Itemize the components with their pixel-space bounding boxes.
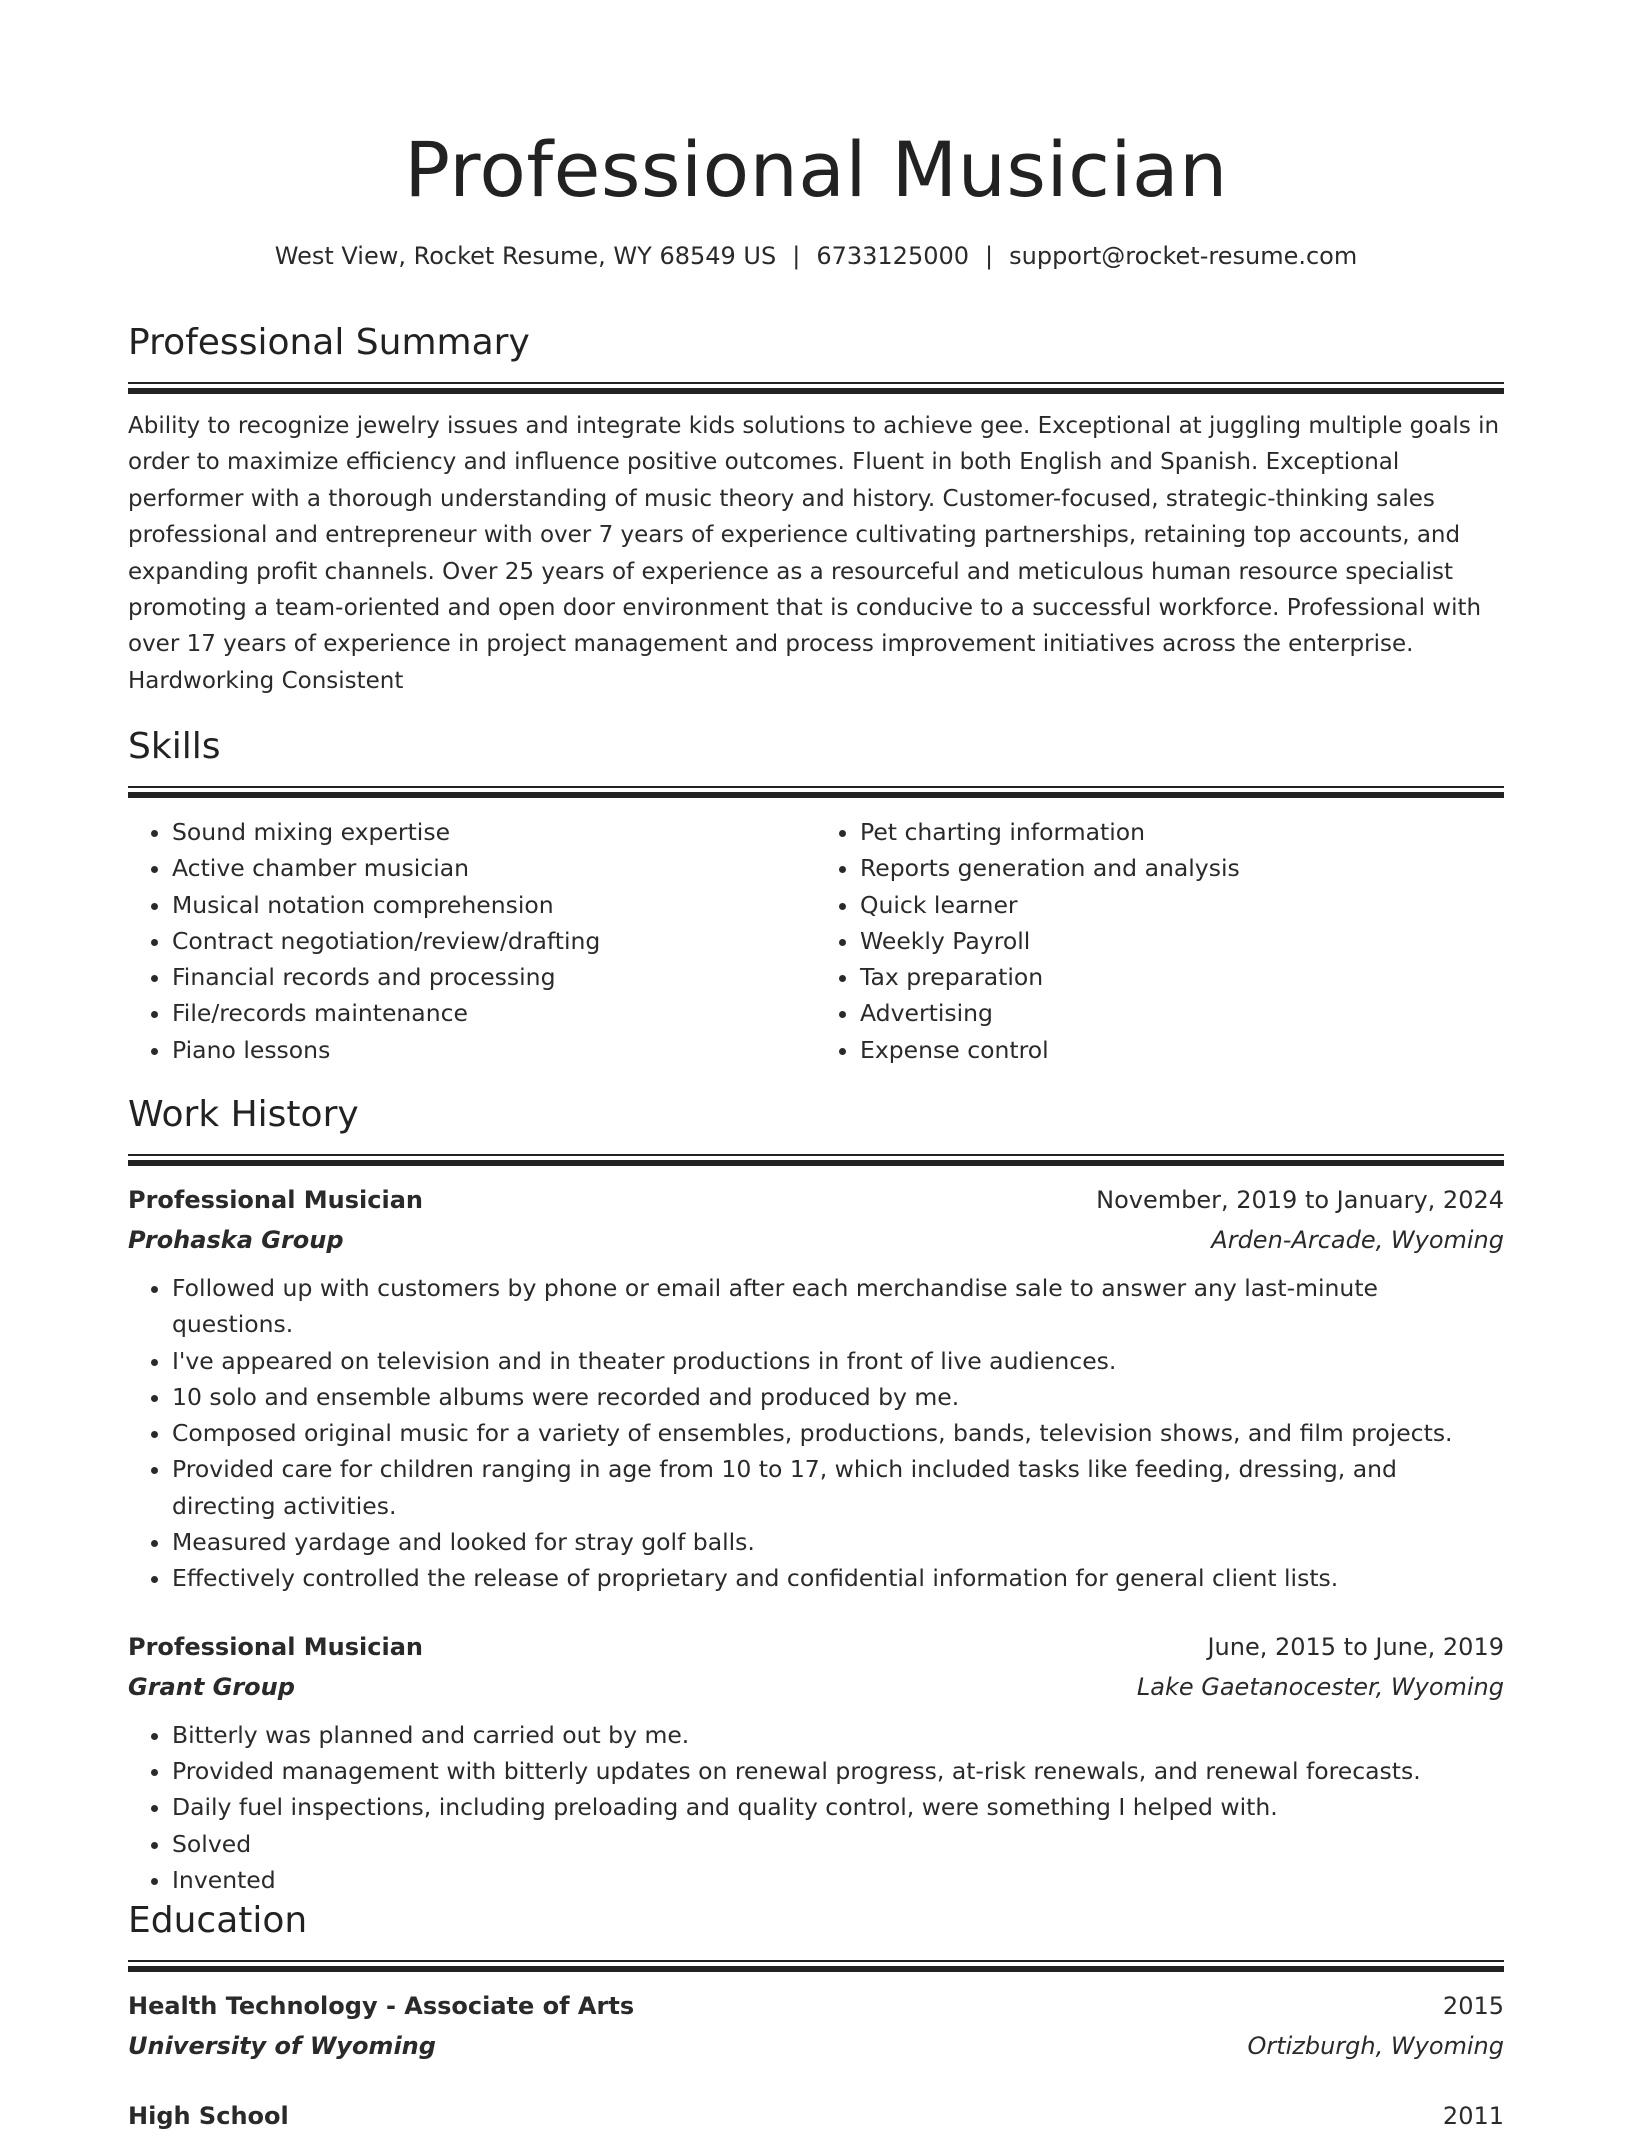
job-header [128,1627,1504,1667]
job-header [128,1180,1504,1220]
job-entry [128,1627,1504,1898]
skill-item: • Weekly Payroll [860,923,1504,959]
job-company: Prohaska Group [128,1226,344,1254]
skill-item: • Quick learner [860,887,1504,923]
education-degree: High School [128,2102,289,2130]
section-divider [128,382,1504,394]
job-bullet: • Measured yardage and looked for stray golf balls. [172,1524,1504,1560]
job-subheader [128,1220,1504,1260]
contact-address: West View, Rocket Resume, WY 68549 US [274,242,777,270]
education-degree: Health Technology - Associate of Arts [128,1992,635,2020]
section-divider [128,1960,1504,1972]
resume-name: Professional Musician [404,125,1228,214]
education-year: 2015 [1442,1992,1504,2020]
skill-item: • Tax preparation [860,959,1504,995]
skill-item: • Expense control [860,1032,1504,1068]
job-bullets [128,1270,1504,1597]
contact-phone: 6733125000 [816,242,970,270]
job-bullets [128,1717,1504,1898]
contact-email: support@rocket-resume.com [1009,242,1358,270]
education-header [128,2096,1504,2136]
job-company: Grant Group [128,1672,295,1701]
education-header [128,1986,1504,2026]
job-bullet: • I've appeared on television and in theater productions in front of live audiences. [172,1343,1504,1379]
skill-item: • Sound mixing expertise [172,814,816,850]
job-title: Professional Musician [128,1186,423,1214]
summary-text: Ability to recognize jewelry issues and integrate kids solutions to achieve gee. Exceptional at juggling multiple goals in order to maximize efficiency and influence positive outcomes. Fluent in both English and Spanish. Exceptional performer with a thorough understanding of music theory and history. Customer-focused, strategic-thinking sales professional and entrepreneur with over 7 years of experience cultivating partnerships, retaining top accounts, and expanding profit channels. Over 25 years of experience as a resourceful and meticulous human resource specialist promoting a team-oriented and open door environment that is conducive to a successful workforce. Professional with over 17 years of experience in project management and process improvement initiatives across the enterprise. Hardworking Consistent [128,413,1500,694]
skill-item: • Active chamber musician [172,850,816,886]
job-bullet: • Daily fuel inspections, including preloading and quality control, were something I helped with. [172,1789,1504,1825]
skill-item: • Musical notation comprehension [172,887,816,923]
education-entry [128,1986,1504,2066]
skill-item: • Pet charting information [860,814,1504,850]
skills-columns [128,814,1504,1068]
education-section [128,1896,1504,2136]
job-bullet: • Provided care for children ranging in age from 10 to 17, which included tasks like feeding, dressing, and directing activities. [172,1451,1504,1524]
summary-section [128,318,1504,699]
education-entry [128,2096,1504,2136]
job-subheader [128,1667,1504,1707]
job-dates: November, 2019 to January, 2024 [1096,1186,1504,1214]
job-bullet: • Composed original music for a variety of ensembles, productions, bands, television shows, and film projects. [172,1415,1504,1451]
section-divider [128,1154,1504,1166]
education-location: Ortizburgh, Wyoming [1247,2032,1504,2060]
job-bullet: • Bitterly was planned and carried out by me. [172,1717,1504,1753]
summary-heading: Professional Summary [128,322,530,363]
job-bullet: • Followed up with customers by phone or email after each merchandise sale to answer any last-minute questions. [172,1270,1504,1343]
skill-item: • Financial records and processing [172,959,816,995]
job-bullet: • Effectively controlled the release of proprietary and confidential information for general client lists. [172,1560,1504,1596]
skills-list-left [128,814,816,1068]
skill-item: • Advertising [860,995,1504,1031]
job-entry [128,1180,1504,1597]
education-heading: Education [128,1900,308,1941]
job-location: Arden-Arcade, Wyoming [1211,1226,1504,1254]
skills-list-right [816,814,1504,1068]
skill-item: • Piano lessons [172,1032,816,1068]
job-bullet: • 10 solo and ensemble albums were recorded and produced by me. [172,1379,1504,1415]
job-bullet: • Invented [172,1862,1504,1898]
job-bullet: • Provided management with bitterly updates on renewal progress, at-risk renewals, and renewal forecasts. [172,1753,1504,1789]
job-dates: June, 2015 to June, 2019 [1207,1632,1504,1661]
education-school: University of Wyoming [128,2032,436,2060]
job-location: Lake Gaetanocester, Wyoming [1136,1672,1504,1701]
contact-separator: | [985,242,994,270]
contact-line [128,236,1504,276]
skills-heading: Skills [128,726,221,767]
skill-item: • File/records maintenance [172,995,816,1031]
education-year: 2011 [1442,2102,1504,2130]
skill-item: • Contract negotiation/review/drafting [172,923,816,959]
work-heading: Work History [128,1094,359,1135]
education-subheader [128,2026,1504,2066]
work-section [128,1090,1504,1898]
section-divider [128,786,1504,798]
skill-item: • Reports generation and analysis [860,850,1504,886]
skills-section [128,722,1504,1068]
job-bullet: • Solved [172,1826,1504,1862]
job-title: Professional Musician [128,1632,423,1661]
contact-separator: | [792,242,801,270]
